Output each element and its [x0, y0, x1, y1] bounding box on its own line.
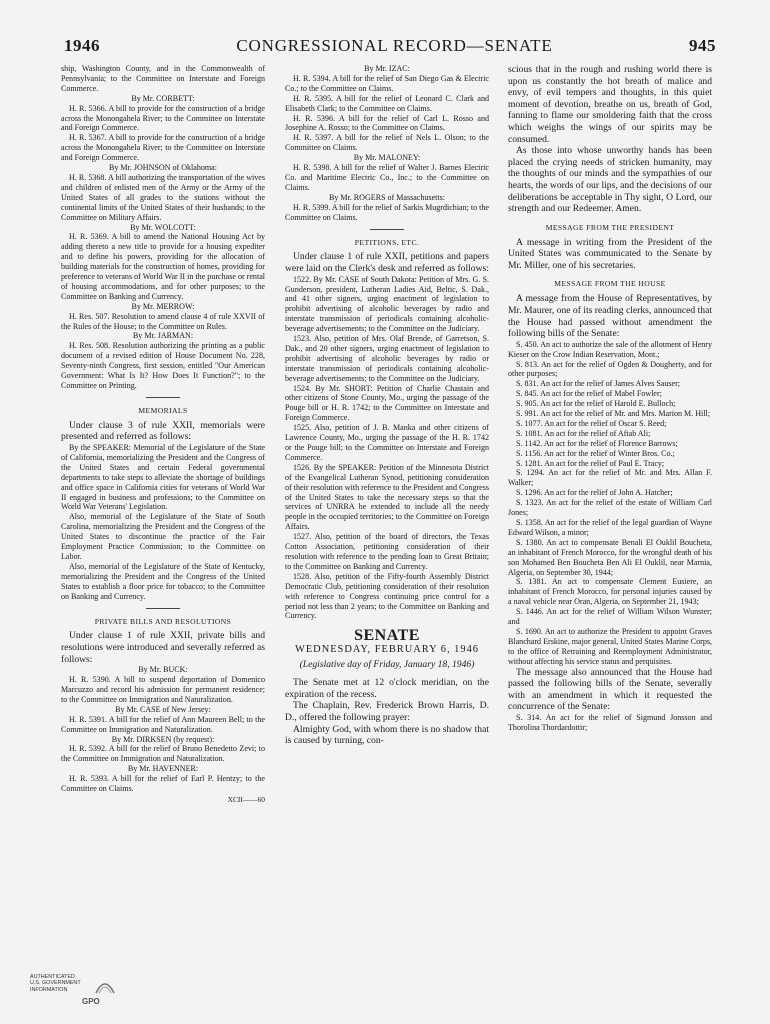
list-item: S. 813. An act for the relief of Ogden & Dougherty, and for other purposes; [508, 359, 712, 379]
list-item: S. 845. An act for the relief of Mabel Fowler; [516, 389, 662, 399]
sponsor-line: By Mr. DIRKSEN (by request): [111, 734, 215, 744]
petition-item: 1522. By Mr. CASE of South Dakota: Petition of Mrs. G. S. Gunderson, president, Lutheran Ladies Aid, Beltic, S. Dak., and 41 other signers, urging enactment of legislation to prohibit advertising of alcoholic beverages by radio and interstate transmission of periodicals containing alcoholic-beverage advertisements; to the Committee on the Judiciary. [285, 274, 489, 334]
paragraph: H. R. 5391. A bill for the relief of Ann Maureen Bell; to the Committee on Immigration and Naturalization. [61, 714, 265, 734]
list-item: S. 1294. An act for the relief of Mr. and Mrs. Allan F. Walker; [508, 468, 712, 488]
sponsor-line: By Mr. IZAC: [364, 64, 410, 73]
divider [146, 397, 180, 398]
list-item: S. 1156. An act for the relief of Winter Bros. Co.; [516, 448, 675, 458]
list-item: S. 1296. An act for the relief of John A. Hatcher; [516, 488, 673, 498]
section-heading-president: MESSAGE FROM THE PRESIDENT [545, 222, 675, 232]
paragraph: By the SPEAKER: Memorial of the Legislature of the State of California, memorializing the President and the Congress of the United States and certain Federal governmental departments to take steps to alleviate the shortage of buildings and office space in California cities for veterans of World War II engaged in business and professions; to the Committee on World War Veterans' Legislation. [61, 443, 265, 512]
prayer-text: Almighty God, with whom there is no shadow that is caused by turning, con- [285, 723, 489, 747]
petition-item: 1525. Also, petition of J. B. Manka and other citizens of Lawrence County, Mo., urging the passage of the H. R. 1742 or the Pouge bill; to the Committee on Interstate and Foreign Commerce. [285, 423, 489, 462]
list-item: S. 1381. An act to compensate Clement Eusiere, an inhabitant of French Morocco, for personal injuries caused by a naval vehicle near Oran, Algeria, on September 21, 1943; [508, 577, 712, 607]
page-header [64, 36, 716, 60]
paragraph: The Senate met at 12 o'clock meridian, on the expiration of the recess. [285, 677, 489, 700]
logo-line: AUTHENTICATED [30, 974, 75, 980]
list-item: S. 1358. An act for the relief of the legal guardian of Wayne Edward Wilson, a minor; [508, 518, 712, 537]
petition-item: 1524. By Mr. SHORT: Petition of Charlie Chastain and other citizens of Stone County, Mo., urging the passage of the Pouge bill or H. R. 1742; to the Committee on Interstate and Foreign Commerce. [285, 383, 489, 423]
sponsor-line: By Mr. MERROW: [131, 301, 195, 311]
sponsor-line: By Mr. JOHNSON of Oklahoma: [109, 163, 217, 173]
senate-bill-list [508, 340, 712, 667]
petition-item: 1526. By the SPEAKER: Petition of the Minnesota District of the Evangelical Lutheran Synod, petitioning consideration of their resolution with reference to the President and Congress of the United States to take the necessary steps so that the services of UNRRA be extended to include all the needy people in the occupied territories; to the Committee on Foreign Affairs. [285, 462, 489, 532]
paragraph: H. R. 5399. A bill for the relief of Sarkis Mugrdichian; to the Committee on Claims. [285, 202, 490, 222]
petition-item: 1528. Also, petition of the Fifty-fourth Assembly District Democratic Club, petitioning consideration of their resolution with reference to Congress continuing price control for a period not less than 2 years; to the Committee on Banking and Currency. [285, 571, 489, 621]
divider [146, 608, 180, 609]
header-title: CONGRESSIONAL RECORD—SENATE [236, 36, 553, 55]
section-intro: Under clause 1 of rule XXII, private bills and resolutions were introduced and severally referred as follows: [61, 630, 265, 665]
paragraph: The Chaplain, Rev. Frederick Brown Harris, D. D., offered the following prayer: [285, 700, 489, 723]
paragraph: H. R. 5397. A bill for the relief of Nels L. Olson; to the Committee on Claims. [285, 133, 489, 153]
paragraph: Also, memorial of the Legislature of the State of Kentucky, memorializing the President and the Congress of the United States to establish a floor price for tobacco; to the Committee on Banking and Currency. [61, 561, 265, 601]
prayer-text: As those into whose unworthy hands has been placed the crying needs of stricken humanity, may the thoughts of our minds and the sympathies of our hearts, the words of our lips, and the decisions of our deliberations be acceptable in Thy sight, O Lord, our strength and our Redeemer. Amen. [508, 145, 712, 215]
sponsor-line: By Mr. CORBETT: [131, 93, 195, 103]
list-item: S. 1281. An act for the relief of Paul E. Tracy; [516, 458, 665, 468]
petition-item: 1527. Also, petition of the board of directors, the Texas Cotton Association, petitioning consideration of their resolution with reference to the pending loan to Great Britain; to the Committee on Banking and Currency. [285, 532, 489, 571]
list-item: S. 831. An act for the relief of James Alves Sauser; [516, 379, 681, 389]
sponsor-line: By Mr. WOLCOTT: [130, 222, 196, 232]
paragraph: A message from the House of Representatives, by Mr. Maurer, one of its reading clerks, announced that the House had passed without amendment the following bills of the Senate: [508, 293, 712, 340]
paragraph: H. R. 5394. A bill for the relief of San Diego Gas & Electric Co.; to the Committee on Claims. [285, 73, 489, 93]
paragraph: H. R. 5398. A bill for the relief of Walter J. Barnes Electric Co. and Maritime Electric Co., Inc.; to the Committee on Claims. [285, 163, 489, 192]
senate-date: WEDNESDAY, FEBRUARY 6, 1946 [295, 644, 479, 656]
section-intro: Under clause 3 of rule XXII, memorials were presented and referred as follows: [61, 419, 265, 443]
column-left [61, 64, 265, 805]
section-heading-house: MESSAGE FROM THE HOUSE [554, 279, 666, 289]
list-item: S. 1690. An act to authorize the President to appoint Graves Blanchard Erskine, major general, United States Marine Corps, to the office of Retraining and Reemployment Administrator, without affecting his service status and perquisites. [508, 626, 712, 666]
prayer-text: scious that in the rough and rushing world there is upon us constantly the hot breath of malice and envy, of evil tempers and thoughts, in this quiet moment of devotion, breathe on us, breath of God, fanning to flame our smoldering faith that the cross which weighs the wings of our spirits may be consumed. [508, 64, 712, 145]
header-page-number: 945 [688, 36, 716, 55]
list-item: S. 1323. An act for the relief of the estate of William Carl Jones; [508, 498, 712, 518]
list-item: S. 905. An act for the relief of Harold E. Bulloch; [516, 399, 676, 409]
list-item: S. 1380. An act to compensate Benali El Ouklil Boucheta, an inhabitant of French Morocco, for the wrongful death of his son Mohamed Ben Boucheta Ben Ali El Ouklil, near Marnia, Algeria, on September 30, 1944; [508, 537, 712, 577]
senate-title: SENATE [354, 627, 420, 645]
list-item: S. 1077. An act for the relief of Oscar S. Reed; [516, 418, 667, 428]
paragraph: H. R. 5390. A bill to suspend deportation of Domenico Marcuzzo and record his admission for permanent residence; to the Committee on Immigration and Naturalization. [61, 675, 265, 704]
paragraph: A message in writing from the President of the United States was communicated to the Senate by Mr. Miller, one of his secretaries. [508, 236, 712, 271]
senate-section-header [285, 627, 489, 671]
paragraph: H. R. 5366. A bill to provide for the construction of a bridge across the Monongahela River; to the Committee on Interstate and Foreign Commerce. [61, 103, 265, 133]
list-item: S. 1446. An act for the relief of William Wilson Wunster; and [508, 607, 712, 627]
section-intro: Under clause 1 of rule XXII, petitions and papers were laid on the Clerk's desk and referred as follows: [285, 251, 489, 274]
paragraph: H. Res. 508. Resolution authorizing the printing as a public document of a revised edition of House Document No. 228, Seventy-ninth Congress, first session, entitled "Our American Government: What Is It? How Does It Function?"; to the Committee on Printing. [61, 341, 265, 390]
petition-item: 1523. Also, petition of Mrs. Olaf Brende, of Garretson, S. Dak., and 20 other signers, urging enactment of legislation to prohibit advertising of alcoholic beverages by radio or interstate transmission of periodicals containing alcoholic-beverage advertisements; to the Committee on the Judiciary. [285, 334, 489, 383]
header-year: 1946 [64, 36, 100, 55]
list-item: S. 314. An act for the relief of Sigmund Jonsson and Thorolina Thordardottir; [508, 712, 712, 732]
section-heading-petitions: PETITIONS, ETC. [354, 237, 420, 247]
gpo-authentication-logo [30, 972, 110, 1016]
sponsor-line: By Mr. JARMAN: [132, 331, 194, 341]
sponsor-line: By Mr. CASE of New Jersey: [115, 704, 211, 714]
list-item: S. 1081. An act for the relief of Aftab Ali; [516, 428, 651, 438]
logo-mark: GPO [82, 997, 100, 1006]
sponsor-line: By Mr. BUCK: [138, 665, 188, 675]
sponsor-line: By Mr. ROGERS of Massachusetts: [328, 192, 445, 202]
section-heading-private-bills: PRIVATE BILLS AND RESOLUTIONS [94, 616, 232, 626]
column-right [508, 64, 712, 733]
paragraph: H. R. 5392. A bill for the relief of Bruno Benedetto Zevi; to the Committee on Immigration and Naturalization. [61, 744, 265, 764]
list-item: S. 1142. An act for the relief of Florence Barrows; [516, 438, 678, 448]
logo-text [30, 974, 81, 993]
paragraph: The message also announced that the House had passed the following bills of the Senate, severally with an amendment in which it requested the concurrence of the Senate: [508, 666, 712, 713]
paragraph: H. R. 5393. A bill for the relief of Earl P. Hentzy; to the Committee on Claims. [61, 774, 265, 794]
list-item: S. 991. An act for the relief of Mr. and Mrs. Marion M. Hill; [516, 409, 710, 419]
sponsor-line: By Mr. MALONEY: [353, 153, 421, 163]
paragraph: H. R. 5369. A bill to amend the National Housing Act by adding thereto a new title to provide for a housing expediter and to define his powers, providing for the allocation of building materials for the construction of homes, providing for preference to veterans of World War II in the purchase or rental of housing accommodations, and for other purposes; to the Committee on Banking and Currency. [61, 232, 265, 301]
paragraph: H. R. 5367. A bill to provide for the construction of a bridge across the Monongahela River; to the Committee on Interstate and Foreign Commerce. [61, 133, 265, 163]
paragraph: H. R. 5395. A bill for the relief of Leonard C. Clark and Elisabeth Clark; to the Committee on Claims. [285, 93, 489, 113]
signature-mark: XCII——60 [227, 794, 265, 804]
paragraph: H. Res. 507. Resolution to amend clause 4 of rule XXVII of the Rules of the House; to the Committee on Rules. [61, 311, 265, 331]
divider [370, 229, 404, 230]
column-middle [285, 64, 489, 747]
paragraph: ship, Washington County, and in the Commonwealth of Pennsylvania; to the Committee on Interstate and Foreign Commerce. [61, 64, 265, 93]
logo-line: INFORMATION [30, 986, 68, 993]
legislative-day: (Legislative day of Friday, January 18, 1946) [299, 659, 475, 671]
list-item: S. 450. An act to authorize the sale of the allotment of Henry Kieser on the Crow Indian Reservation, Mont.; [508, 339, 712, 359]
paragraph: Also, memorial of the Legislature of the State of South Carolina, memorializing the President and the Congress of the United States to discontinue the practice of the Fair Employment Practice Commission; to the Committee on Labor. [61, 512, 265, 561]
paragraph: H. R. 5396. A bill for the relief of Carl L. Rosso and Josephine A. Rosso; to the Committee on Claims. [285, 113, 489, 133]
sponsor-line: By Mr. HAVENNER: [127, 764, 199, 774]
paragraph: H. R. 5368. A bill authorizing the transportation of the wives and children of enlisted men of the Army or the Army of the United States of all grades to the stations without the continental limits of the United States of their husbands; to the Committee on Military Affairs. [61, 172, 265, 222]
eagle-emblem-icon [92, 973, 118, 999]
section-heading-memorials: MEMORIALS [138, 405, 188, 415]
logo-line: U.S. GOVERNMENT [30, 980, 81, 987]
